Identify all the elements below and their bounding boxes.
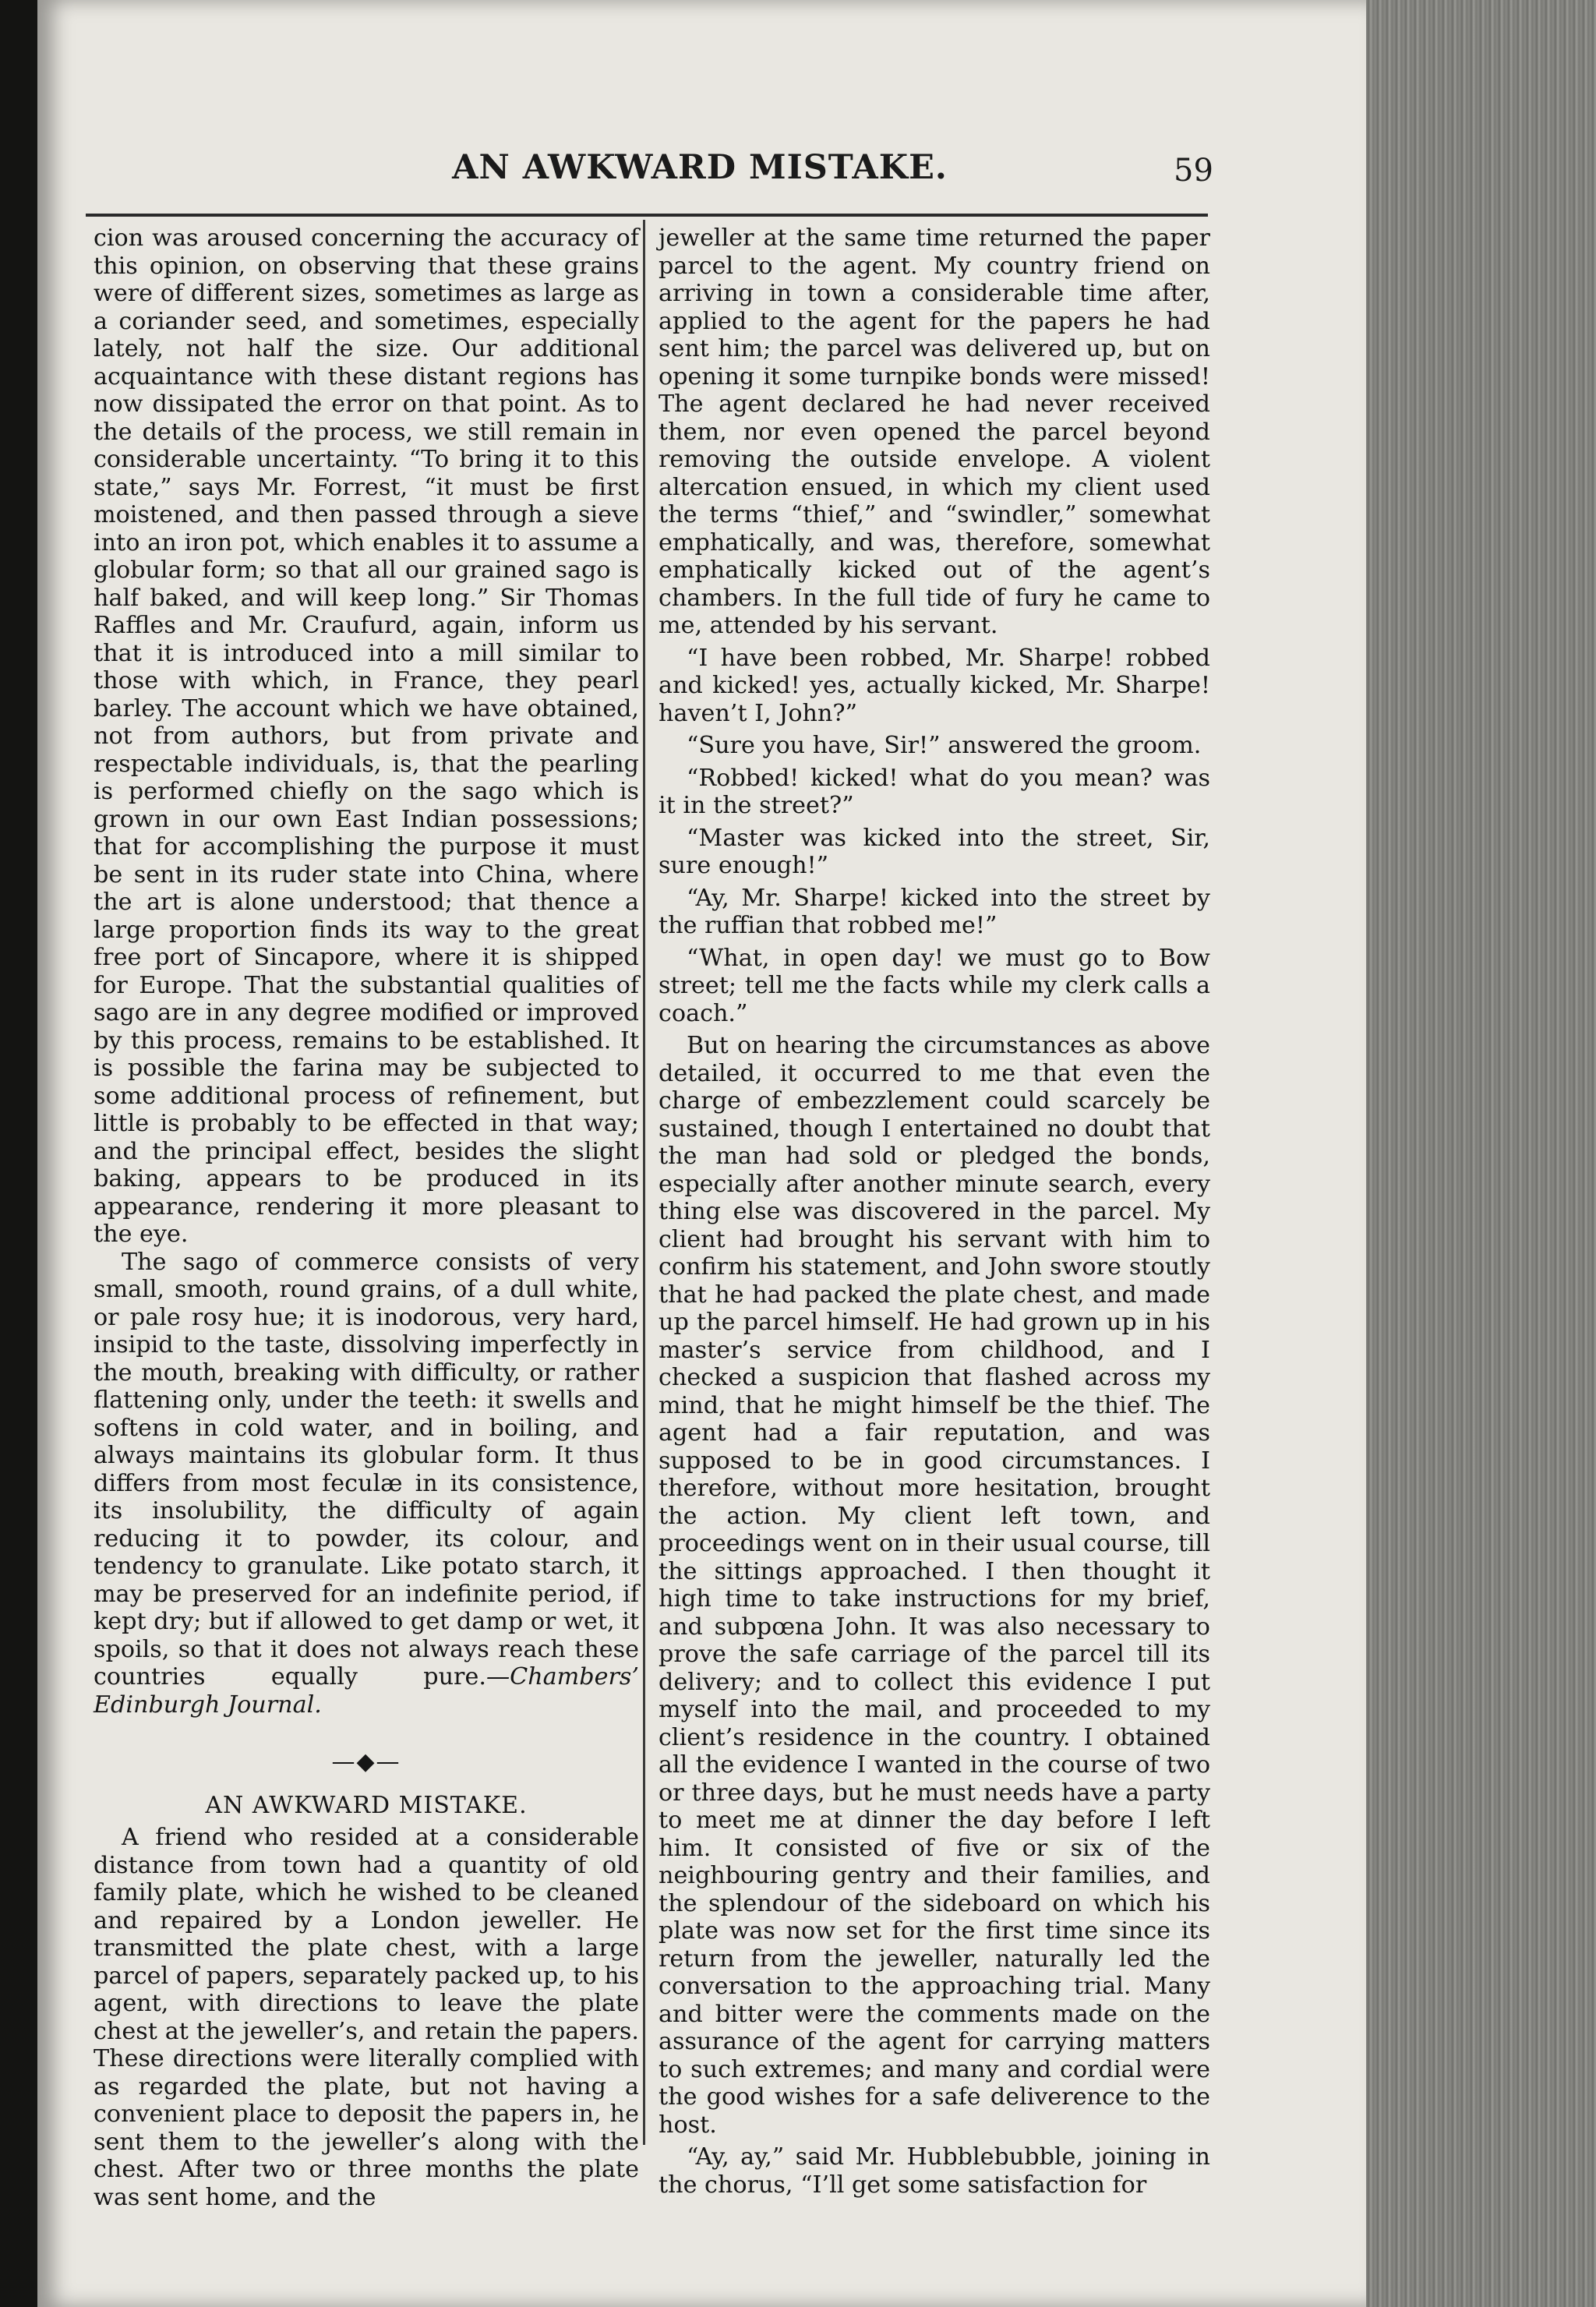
dialogue-line: “Ay, Mr. Sharpe! kicked into the street by the ruffian that robbed me!”	[659, 884, 1210, 939]
dialogue-line: “What, in open day! we must go to Bow street; tell me the facts while my clerk calls a coach.”	[659, 944, 1210, 1027]
paragraph: cion was aroused concerning the accuracy of this opinion, on observing that these grains were of different sizes, sometimes as large as a coriander seed, and sometimes, especially lately, not half the size. Our additional acquaintance with these distant regions has now dissipated the error on that point. As to the details of the process, we still remain in considerable uncertainty. “To bring it to this state,” says Mr. Forrest, “it must be first moistened, and then passed through a sieve into an iron pot, which enables it to assume a globular form; so that all our grained sago is half baked, and will keep long.” Sir Thomas Raffles and Mr. Craufurd, again, inform us that it is introduced into a mill similar to those with which, in France, they pearl barley. The account which we have obtained, not from authors, but from private and respectable individuals, is, that the pearling is performed chiefly on the sago which is grown in our own East Indian possessions; that for accomplishing the purpose it must be sent in its ruder state into China, where the art is alone understood; that thence a large proportion finds its way to the great free port of Sincapore, where it is shipped for Europe. That the substantial qualities of sago are in any degree modified or improved by this process, remains to be established. It is possible the farina may be subjected to some additional process of refinement, but little is probably to be effected in that way; and the principal effect, besides the slight baking, appears to be produced in its appearance, rendering it more pleasant to the eye.	[94, 224, 639, 1248]
header-rule	[86, 214, 1208, 217]
dialogue-line: “Robbed! kicked! what do you mean? was it in the street?”	[659, 764, 1210, 819]
dialogue-line: “Master was kicked into the street, Sir, sure enough!”	[659, 824, 1210, 879]
source-citation: —Chambers’ Edinburgh Journal.	[94, 1663, 639, 1719]
dialogue-line: “Sure you have, Sir!” answered the groom.	[687, 732, 1202, 759]
paragraph	[94, 1249, 639, 1719]
left-column	[94, 224, 639, 2211]
dialogue-line: “Ay, ay,” said Mr. Hubblebubble, joining in the chorus, “I’ll get some satisfaction for	[659, 2143, 1210, 2199]
section-ornament: —◆—	[331, 1748, 401, 1775]
paragraph-text: The sago of commerce consists of very small, smooth, round grains, of a dull white, or pale rosy hue; it is inodorous, very hard, insipid to the taste, dissolving imperfectly in the mouth, breaking with difficulty, or rather flattening only, under the teeth: it swells and softens in cold water, and in boiling, and always maintains its globular form. It thus differs from most feculæ in its consistence, its insolubility, the difficulty of again reducing it to powder, its colour, and tendency to granulate. Like potato starch, it may be preserved for an indefinite period, if kept dry; but if allowed to get damp or wet, it spoils, so that it does not always reach these countries equally pure.	[94, 1248, 639, 1691]
page-number: 59	[1174, 153, 1213, 189]
paragraph: But on hearing the circumstances as above detailed, it occurred to me that even the charge of embezzlement could scarcely be sustained, though I entertained no doubt that the man had sold or pledged the bonds, especially after another minute search, every thing else was discovered in the parcel. My client had brought his servant with him to confirm his statement, and John swore stoutly that he had packed the plate chest, and made up the parcel himself. He had grown up in his master’s service from childhood, and I checked a suspicion that flashed across my mind, that he might himself be the thief. The agent had a fair reputation, and was supposed to be in good circumstances. I therefore, without more hesitation, brought the action. My client left town, and proceedings went on in their usual course, till the sittings approached. I then thought it high time to take instructions for my brief, and subpœna John. It was also necessary to prove the safe carriage of the parcel till its delivery; and to collect this evidence I put myself into the mail, and proceeded to my client’s residence in the country. I obtained all the evidence I wanted in the course of two or three days, but he must needs have a party to meet me at dinner the day before I left him. It consisted of five or six of the neighbouring gentry and their families, and the splendour of the sideboard on which his plate was now set for the first time since its return from the jeweller, naturally led the conversation to the approaching trial. Many and bitter were the comments made on the assurance of the agent for carrying matters to such extremes; and many and cordial were the good wishes for a safe deliverence to the host.	[659, 1032, 1210, 2139]
article-title: AN AWKWARD MISTAKE.	[205, 1791, 528, 1819]
running-title: AN AWKWARD MISTAKE.	[452, 148, 948, 187]
dialogue-line: “I have been robbed, Mr. Sharpe! robbed and kicked! yes, actually kicked, Mr. Sharpe! haven’t I, John?”	[659, 644, 1210, 727]
column-divider	[643, 220, 645, 2145]
paragraph: A friend who resided at a considerable distance from town had a quantity of old family plate, which he wished to be cleaned and repaired by a London jeweller. He transmitted the plate chest, with a large parcel of papers, separately packed up, to his agent, with directions to leave the plate chest at the jeweller’s, and retain the papers. These directions were literally complied with as regarded the plate, but not having a convenient place to deposit the papers in, he sent them to the jeweller’s along with the chest. After two or three months the plate was sent home, and the	[94, 1824, 639, 2211]
right-column	[659, 224, 1210, 2199]
binding-shadow	[0, 0, 37, 2307]
page-edge-stack	[1366, 0, 1596, 2307]
paragraph: jeweller at the same time returned the paper parcel to the agent. My country friend on arriving in town a considerable time after, applied to the agent for the papers he had sent him; the parcel was delivered up, but on opening it some turnpike bonds were missed! The agent declared he had never received them, nor even opened the parcel beyond removing the outside envelope. A violent altercation ensued, in which my client used the terms “thief,” and “swindler,” somewhat emphatically, and was, therefore, somewhat emphatically kicked out of the agent’s chambers. In the full tide of fury he came to me, attended by his servant.	[659, 224, 1210, 639]
